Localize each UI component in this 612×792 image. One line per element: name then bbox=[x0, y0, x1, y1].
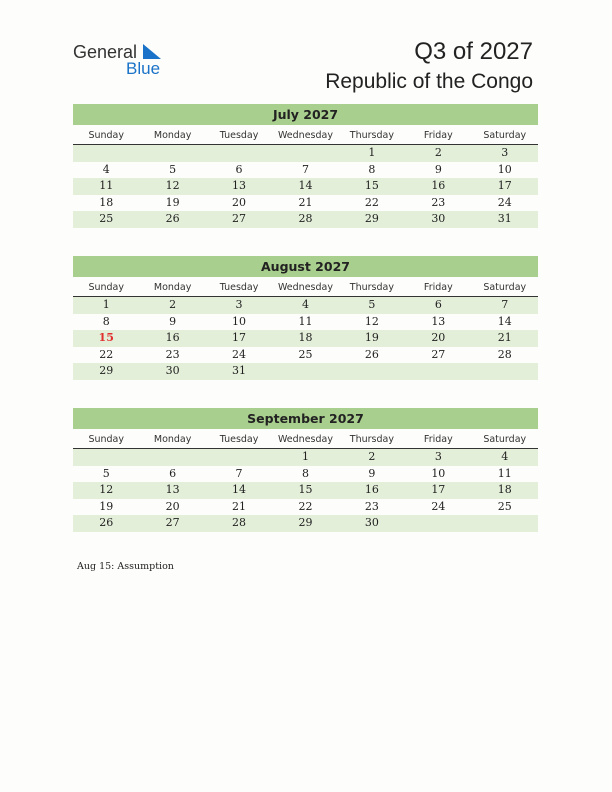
empty-day-cell bbox=[339, 363, 405, 380]
day-cell: 14 bbox=[232, 483, 247, 497]
weekday-label: Thursday bbox=[349, 282, 394, 293]
day-cell: 20 bbox=[232, 195, 247, 209]
empty-day-cell bbox=[139, 145, 205, 162]
day-cell: 10 bbox=[232, 314, 247, 328]
day-cell: 19 bbox=[165, 195, 180, 209]
month-title: July 2027 bbox=[73, 104, 538, 125]
day-cell: 3 bbox=[501, 146, 509, 159]
day-cell: 5 bbox=[102, 466, 110, 480]
week-row bbox=[73, 363, 538, 380]
month-title: September 2027 bbox=[73, 408, 538, 429]
day-cell: 13 bbox=[431, 314, 446, 328]
day-cell: 29 bbox=[99, 364, 114, 378]
day-cell: 2 bbox=[169, 298, 177, 311]
empty-day-cell bbox=[472, 363, 538, 380]
day-cell: 6 bbox=[235, 162, 243, 176]
weekday-label: Wednesday bbox=[277, 282, 333, 293]
weekday-label: Wednesday bbox=[277, 130, 333, 141]
day-cell: 12 bbox=[99, 483, 114, 497]
day-cell: 7 bbox=[501, 298, 509, 311]
day-cell: 1 bbox=[102, 298, 110, 311]
day-cell: 4 bbox=[301, 298, 309, 311]
day-cell: 9 bbox=[434, 162, 442, 176]
day-cell: 25 bbox=[497, 499, 512, 513]
day-cell: 18 bbox=[298, 331, 313, 345]
logo-general-text: General bbox=[73, 42, 138, 62]
weekday-label: Saturday bbox=[483, 434, 527, 445]
day-cell: 1 bbox=[301, 450, 309, 463]
day-cell: 30 bbox=[364, 516, 379, 530]
day-cell: 12 bbox=[364, 314, 379, 328]
day-cell: 13 bbox=[232, 179, 247, 193]
day-cell: 9 bbox=[169, 314, 177, 328]
day-cell: 15 bbox=[364, 179, 379, 193]
day-cell: 5 bbox=[368, 298, 376, 311]
day-cell: 24 bbox=[497, 195, 512, 209]
weekday-label: Tuesday bbox=[219, 282, 259, 293]
day-cell: 22 bbox=[99, 347, 114, 361]
weekday-label: Friday bbox=[423, 282, 453, 293]
day-cell: 27 bbox=[232, 212, 247, 226]
empty-day-cell bbox=[73, 449, 139, 466]
day-cell: 6 bbox=[434, 298, 442, 311]
weekday-label: Thursday bbox=[349, 130, 394, 141]
day-cell: 2 bbox=[368, 450, 376, 463]
weekday-label: Wednesday bbox=[277, 434, 333, 445]
day-cell: 31 bbox=[497, 212, 512, 226]
page-title: Q3 of 2027 bbox=[414, 38, 533, 65]
week-row bbox=[73, 195, 538, 212]
day-cell: 4 bbox=[102, 162, 110, 176]
day-cell: 13 bbox=[165, 483, 180, 497]
day-cell: 16 bbox=[431, 179, 446, 193]
day-cell: 10 bbox=[497, 162, 512, 176]
day-cell: 7 bbox=[235, 466, 243, 480]
weekday-label: Saturday bbox=[483, 130, 527, 141]
weekday-label: Friday bbox=[423, 434, 453, 445]
week-row bbox=[73, 466, 538, 483]
day-cell: 14 bbox=[298, 179, 313, 193]
empty-day-cell bbox=[206, 449, 272, 466]
day-cell: 18 bbox=[99, 195, 114, 209]
day-cell: 24 bbox=[232, 347, 247, 361]
week-row bbox=[73, 162, 538, 179]
day-cell: 4 bbox=[501, 450, 509, 463]
day-cell: 30 bbox=[431, 212, 446, 226]
weekday-label: Sunday bbox=[88, 130, 124, 141]
day-cell: 20 bbox=[165, 499, 180, 513]
day-cell: 16 bbox=[364, 483, 379, 497]
week-row bbox=[73, 297, 538, 314]
day-cell: 19 bbox=[99, 499, 114, 513]
weekday-label: Sunday bbox=[88, 434, 124, 445]
day-cell: 23 bbox=[364, 499, 379, 513]
day-cell: 31 bbox=[232, 364, 247, 378]
day-cell: 7 bbox=[301, 162, 309, 176]
weeks-container bbox=[73, 145, 538, 228]
month-calendar-july bbox=[73, 104, 538, 228]
day-cell: 21 bbox=[298, 195, 313, 209]
weekday-header-row bbox=[73, 431, 538, 449]
month-title: August 2027 bbox=[73, 256, 538, 277]
day-cell: 18 bbox=[497, 483, 512, 497]
day-cell: 20 bbox=[431, 331, 446, 345]
day-cell: 11 bbox=[497, 466, 512, 480]
day-cell: 25 bbox=[298, 347, 313, 361]
empty-day-cell bbox=[206, 145, 272, 162]
day-cell: 15 bbox=[298, 483, 313, 497]
day-cell: 22 bbox=[364, 195, 379, 209]
weekday-label: Sunday bbox=[88, 282, 124, 293]
day-cell: 17 bbox=[497, 179, 512, 193]
weekday-label: Tuesday bbox=[219, 434, 259, 445]
day-cell: 1 bbox=[368, 146, 376, 159]
day-cell: 5 bbox=[169, 162, 177, 176]
weekday-label: Monday bbox=[153, 434, 192, 445]
day-cell: 28 bbox=[232, 516, 247, 530]
weekday-label: Thursday bbox=[349, 434, 394, 445]
day-cell: 17 bbox=[431, 483, 446, 497]
day-cell: 26 bbox=[99, 516, 114, 530]
day-cell: 19 bbox=[364, 331, 379, 345]
holiday-note: Aug 15: Assumption bbox=[77, 561, 174, 572]
week-row bbox=[73, 211, 538, 228]
weeks-container bbox=[73, 449, 538, 532]
day-cell: 3 bbox=[434, 450, 442, 463]
weekday-label: Saturday bbox=[483, 282, 527, 293]
day-cell: 3 bbox=[235, 298, 243, 311]
day-cell: 8 bbox=[102, 314, 110, 328]
week-row bbox=[73, 178, 538, 195]
day-cell: 27 bbox=[431, 347, 446, 361]
country-subtitle: Republic of the Congo bbox=[325, 70, 533, 93]
day-cell: 11 bbox=[298, 314, 313, 328]
day-cell: 28 bbox=[298, 212, 313, 226]
empty-day-cell bbox=[272, 363, 338, 380]
day-cell: 22 bbox=[298, 499, 313, 513]
empty-day-cell bbox=[405, 515, 471, 532]
day-cell: 11 bbox=[99, 179, 114, 193]
day-cell: 29 bbox=[298, 516, 313, 530]
day-cell: 26 bbox=[165, 212, 180, 226]
empty-day-cell bbox=[139, 449, 205, 466]
day-cell: 8 bbox=[368, 162, 376, 176]
day-cell: 17 bbox=[232, 331, 247, 345]
day-cell: 2 bbox=[434, 146, 442, 159]
day-cell: 9 bbox=[368, 466, 376, 480]
empty-day-cell bbox=[73, 145, 139, 162]
logo-blue-text: Blue bbox=[126, 59, 161, 78]
day-cell: 23 bbox=[165, 347, 180, 361]
day-cell: 6 bbox=[169, 466, 177, 480]
day-cell: 16 bbox=[165, 331, 180, 345]
weekday-label: Friday bbox=[423, 130, 453, 141]
day-cell: 27 bbox=[165, 516, 180, 530]
week-row bbox=[73, 499, 538, 516]
month-calendar-september bbox=[73, 408, 538, 532]
weeks-container bbox=[73, 297, 538, 380]
week-row bbox=[73, 515, 538, 532]
weekday-label: Monday bbox=[153, 130, 192, 141]
week-row bbox=[73, 482, 538, 499]
holiday-day-cell: 15 bbox=[98, 331, 114, 345]
day-cell: 25 bbox=[99, 212, 114, 226]
day-cell: 12 bbox=[165, 179, 180, 193]
weekday-label: Tuesday bbox=[219, 130, 259, 141]
day-cell: 8 bbox=[301, 466, 309, 480]
day-cell: 24 bbox=[431, 499, 446, 513]
weekday-header-row bbox=[73, 127, 538, 145]
day-cell: 10 bbox=[431, 466, 446, 480]
week-row bbox=[73, 449, 538, 466]
day-cell: 14 bbox=[497, 314, 512, 328]
logo bbox=[73, 42, 173, 78]
day-cell: 30 bbox=[165, 364, 180, 378]
day-cell: 21 bbox=[497, 331, 512, 345]
week-row bbox=[73, 347, 538, 364]
day-cell: 26 bbox=[364, 347, 379, 361]
weekday-header-row bbox=[73, 279, 538, 297]
month-calendar-august bbox=[73, 256, 538, 380]
day-cell: 29 bbox=[364, 212, 379, 226]
day-cell: 21 bbox=[232, 499, 247, 513]
week-row bbox=[73, 145, 538, 162]
empty-day-cell bbox=[472, 515, 538, 532]
week-row bbox=[73, 330, 538, 347]
empty-day-cell bbox=[272, 145, 338, 162]
week-row bbox=[73, 314, 538, 331]
weekday-label: Monday bbox=[153, 282, 192, 293]
day-cell: 28 bbox=[497, 347, 512, 361]
empty-day-cell bbox=[405, 363, 471, 380]
day-cell: 23 bbox=[431, 195, 446, 209]
